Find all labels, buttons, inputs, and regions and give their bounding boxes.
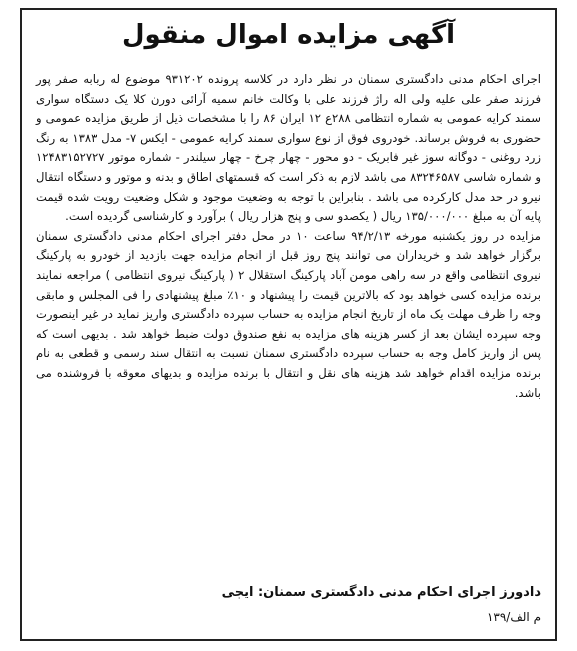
notice-frame [20,8,557,641]
notice-signature: دادورز اجرای احکام مدنی دادگستری سمنان: ایجی [221,585,541,600]
notice-title: آگهی مزایده اموال منقول [121,20,456,50]
notice-body [36,70,541,403]
notice-reference: م الف/۱۳۹ [486,610,541,624]
notice-paragraph-2: مزایده در روز یکشنبه مورخه ۹۴/۲/۱۳ ساعت ۱۰ در محل دفتر اجرای احکام مدنی دادگستری سمنان برگزار خواهد شد و خریداران می توانند پنج روز قبل از انجام مزایده جهت بازدید از خودرو به پارکینگ نیروی انتظامی واقع در سه راهی مومن آباد پارکینگ استقلال ۲ ( پارکینگ نیروی انتظامی ) مراجعه نمایند برنده مزایده کسی خواهد بود که بالاترین قیمت را پیشنهاد و ۱۰٪ مبلغ پیشنهادی را فی المجلس و مابقی وجه را ظرف مهلت یک ماه از تاریخ انجام مزایده به حساب سپرده دادگستری واریز نماید در غیر اینصورت وجه سپرده ایشان بعد از کسر هزینه های مزایده به نفع صندوق دولت ضبط خواهد شد . بدیهی است که پس از واریز کامل وجه به حساب سپرده دادگستری سمنان نسبت به انتقال سند رسمی و قطعی به نام برنده مزایده اقدام خواهد شد هزینه های نقل و انتقال با برنده مزایده و بدیهای معوقه با فروشنده می باشد. [36,228,541,400]
notice-paragraph-1: اجرای احکام مدنی دادگستری سمنان در نظر دارد در کلاسه پرونده ۹۳۱۲۰۲ موضوع له ربابه صفر پور فرزند صفر علی علیه ولی اله راژ فرزند علی با وکالت خانم سمیه آرائی دورن کلا یک دستگاه سواری سمند کرایه عمومی به شماره انتظامی ۲۸۸ع ۱۲ ایران ۸۶ را با مشخصات ذیل از طریق مزایده عمومی و حضوری به فروش برساند. خودروی فوق از نوع سواری سمند کرایه عمومی - ایکس ۷- مدل ۱۳۸۳ به رنگ زرد روغنی - دوگانه سوز غیر فابریک - دو محور - چهار چرخ - چهار سیلندر - شماره موتور ۱۲۴۸۳۱۵۲۷۲۷ و شماره شاسی ۸۳۲۴۶۵۸۷ می باشد لازم به ذکر است که قسمتهای اطاق و بدنه و موتور و دستگاه انتقال نیرو در حد مدل کارکرده می باشد . بنابراین با توجه به وضعیت موجود و شکل وضعیت رویت شده قیمت پایه آن به مبلغ ۱۳۵/۰۰۰/۰۰۰ ریال ( یکصدو سی و پنج هزار ریال ) برآورد و کارشناسی گردیده است. [36,72,542,224]
